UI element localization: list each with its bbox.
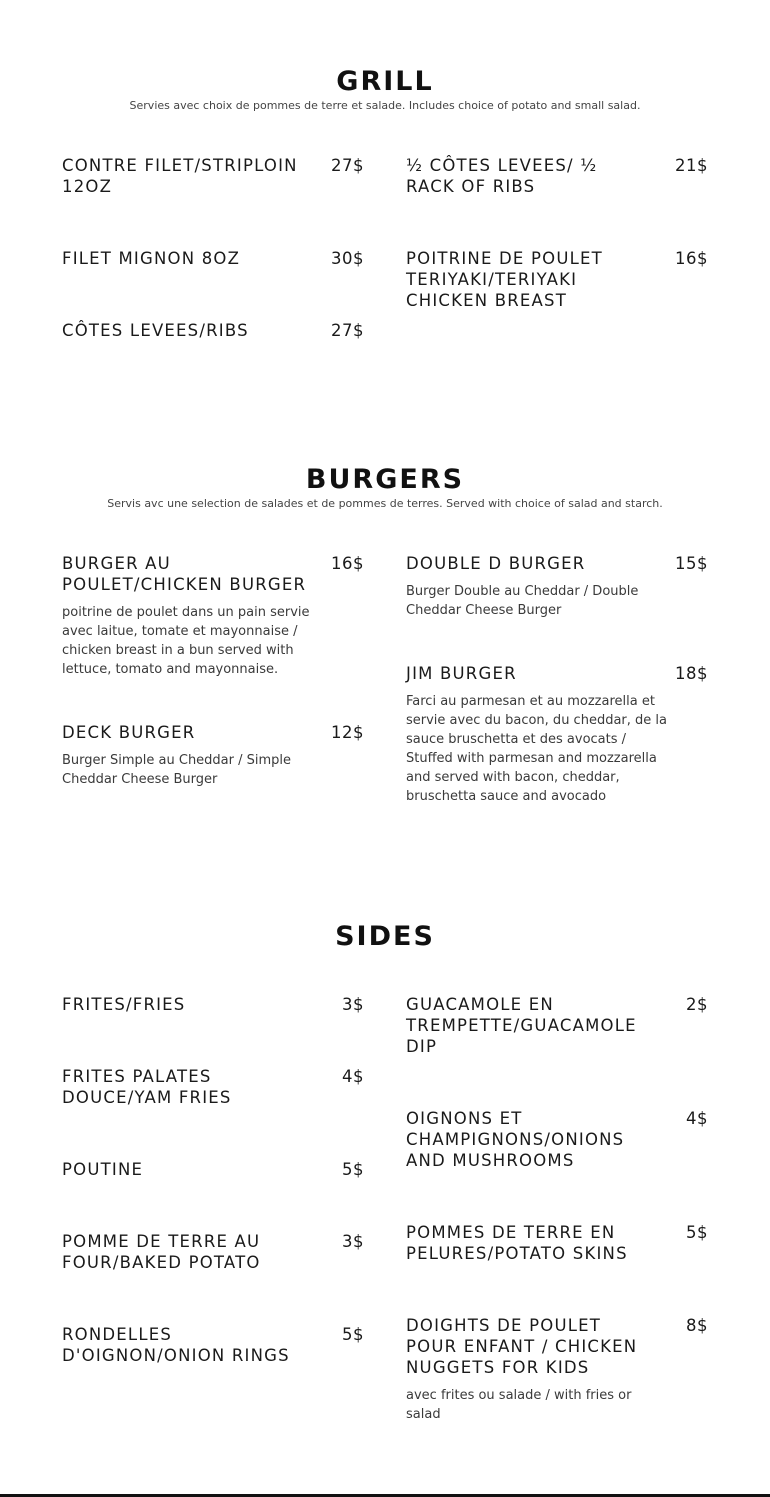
menu-item [62,722,364,789]
menu-item [62,1324,364,1366]
menu-item [406,994,708,1057]
menu-item [62,1159,364,1180]
menu-item [406,248,708,311]
item-price: 5$ [686,1223,708,1242]
menu-item [62,320,364,341]
item-description: poitrine de poulet dans un pain servie avec laitue, tomate et mayonnaise / chicken breast in a bun served with lettuce, tomato and mayonnaise. [62,605,310,677]
menu-item [62,994,364,1015]
item-name: GUACAMOLE EN TREMPETTE/GUACAMOLE DIP [406,995,637,1056]
item-name: FRITES PALATES DOUCE/YAM FRIES [62,1067,232,1107]
item-description: avec frites ou salade / with fries or salad [406,1388,632,1422]
item-name: JIM BURGER [406,664,517,683]
item-name: ½ CÔTES LEVEES/ ½ RACK OF RIBS [406,156,598,196]
item-price: 5$ [342,1160,364,1179]
burgers-title: BURGERS [305,464,465,495]
item-price: 12$ [331,723,364,742]
item-price: 2$ [686,995,708,1014]
item-price: 4$ [342,1067,364,1086]
item-name: POITRINE DE POULET TERIYAKI/TERIYAKI CHICKEN BREAST [406,249,603,310]
burgers-subtitle: Servis avc une selection de salades et de pommes de terres. Served with choice of salad and starch. [107,497,663,510]
item-price: 3$ [342,1232,364,1251]
item-price: 5$ [342,1325,364,1344]
item-name: OIGNONS ET CHAMPIGNONS/ONIONS AND MUSHROOMS [406,1109,625,1170]
item-name: BURGER AU POULET/CHICKEN BURGER [62,554,307,594]
item-price: 18$ [675,664,708,683]
item-name: DOIGHTS DE POULET POUR ENFANT / CHICKEN NUGGETS FOR KIDS [406,1316,638,1377]
item-price: 16$ [675,249,708,268]
grill-subtitle: Servies avec choix de pommes de terre et salade. Includes choice of potato and small salad. [129,99,641,112]
item-name: CONTRE FILET/STRIPLOIN 12OZ [62,156,298,196]
menu-item [62,1066,364,1108]
menu-item [62,1231,364,1273]
menu-item [62,553,364,679]
item-price: 21$ [675,156,708,175]
item-name: RONDELLES D'OIGNON/ONION RINGS [62,1325,290,1365]
menu-item [62,155,364,197]
menu-item [62,248,364,269]
menu-item [406,1108,708,1171]
item-name: POMME DE TERRE AU FOUR/BAKED POTATO [62,1232,261,1272]
item-name: DECK BURGER [62,723,196,742]
item-price: 27$ [331,156,364,175]
item-price: 3$ [342,995,364,1014]
item-description: Burger Simple au Cheddar / Simple Cheddar Cheese Burger [62,753,292,787]
menu-item [406,1315,708,1424]
item-price: 8$ [686,1316,708,1335]
item-price: 30$ [331,249,364,268]
item-description: Farci au parmesan et au mozzarella et servie avec du bacon, du cheddar, de la sauce bruschetta et des avocats / Stuffed with parmesan and mozzarella and served with bacon, cheddar, bruschetta sauce and avocado [406,694,667,804]
item-name: POUTINE [62,1160,144,1179]
item-price: 15$ [675,554,708,573]
sides-title: SIDES [335,921,435,952]
item-price: 4$ [686,1109,708,1128]
menu-item [406,1222,708,1264]
item-name: FILET MIGNON 8OZ [62,249,241,268]
item-name: POMMES DE TERRE EN PELURES/POTATO SKINS [406,1223,628,1263]
menu-item [406,663,708,806]
menu-item [406,553,708,620]
item-price: 27$ [331,321,364,340]
item-name: FRITES/FRIES [62,995,186,1014]
item-name: DOUBLE D BURGER [406,554,586,573]
grill-title: GRILL [336,66,434,97]
menu-item [406,155,708,197]
item-description: Burger Double au Cheddar / Double Cheddar Cheese Burger [406,584,639,618]
item-price: 16$ [331,554,364,573]
item-name: CÔTES LEVEES/RIBS [62,321,249,340]
